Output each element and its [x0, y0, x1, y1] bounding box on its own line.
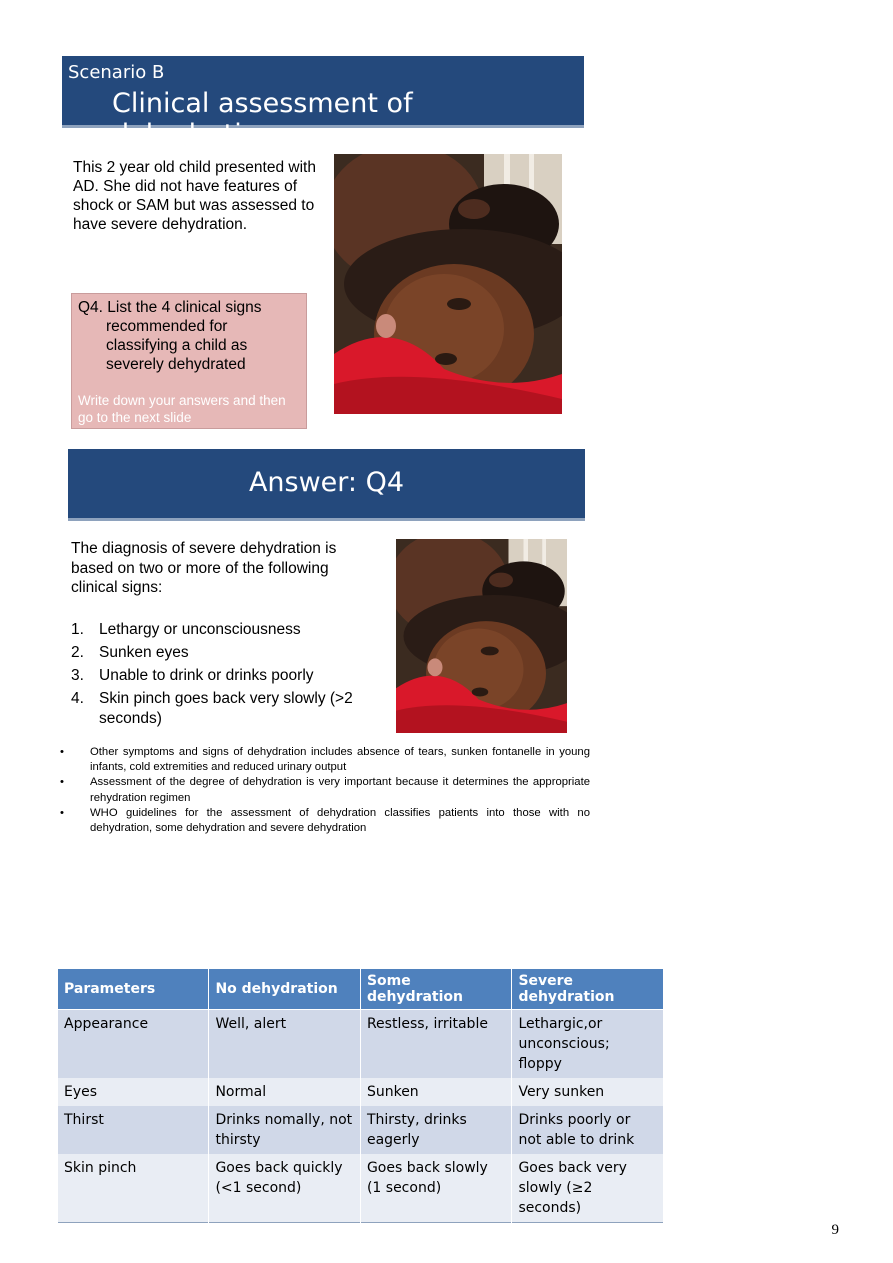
table-header-row: [58, 969, 664, 1010]
table-cell: Eyes: [58, 1078, 209, 1106]
table-cell: Skin pinch: [58, 1154, 209, 1223]
question-box: [71, 293, 307, 429]
bullet-icon: •: [60, 776, 64, 789]
table-cell: Normal: [209, 1078, 361, 1106]
page-number: 9: [831, 1222, 839, 1238]
slide2-title-banner: [68, 449, 585, 521]
slide1-title: Clinical assessment of dehydration: [112, 88, 413, 150]
bullet-icon: •: [60, 746, 64, 758]
answer-intro: The diagnosis of severe dehydration is based on two or more of the following clinical signs:: [71, 540, 337, 596]
table-cell: Sunken: [360, 1078, 512, 1106]
child-photo: [334, 154, 562, 414]
table-cell: Goes back slowly (1 second): [360, 1154, 512, 1223]
table-row: [58, 1010, 664, 1079]
slide2-title: Answer: Q4: [248, 467, 405, 498]
list-item: 4. Skin pinch goes back very slowly (>2 seconds): [71, 690, 353, 727]
table-cell: Drinks nomally, not thirsty: [209, 1106, 361, 1154]
list-item: 1. Lethargy or unconsciousness: [71, 621, 301, 638]
child-photo-answer: [396, 539, 567, 733]
bullet-icon: •: [60, 806, 64, 819]
question-text: [78, 298, 302, 374]
question-continuation: recommended for classifying a child as severely dehydrated: [106, 318, 248, 373]
table-row: [58, 1154, 664, 1223]
column-header: Severe dehydration: [512, 969, 664, 1010]
table-row: [58, 1078, 664, 1106]
list-item: • WHO guidelines for the assessment of dehydration classifies patients into those with no dehydration, some dehydration and severe dehydration: [60, 806, 590, 835]
table-cell: Goes back very slowly (≥2 seconds): [512, 1154, 664, 1223]
slide1-title-banner: [62, 56, 584, 150]
dehydration-classification-table: [58, 969, 664, 1223]
table-cell: Well, alert: [209, 1010, 361, 1079]
notes-bullet-list: [60, 745, 590, 836]
table-cell: Lethargic,or unconscious; floppy: [512, 1010, 664, 1079]
table-cell: Restless, irritable: [360, 1010, 512, 1079]
column-header: Some dehydration: [360, 969, 512, 1010]
list-item: • Other symptoms and signs of dehydration includes absence of tears, sunken fontanelle in young infants, cold extremities and reduced urinary output: [60, 746, 590, 774]
clinical-signs-list: [71, 620, 381, 732]
question-label: Q4. List the 4 clinical signs: [78, 299, 262, 316]
column-header: Parameters: [58, 969, 209, 1010]
table-cell: Appearance: [58, 1010, 209, 1079]
table-cell: Thirst: [58, 1106, 209, 1154]
question-hint: Write down your answers and then go to the next slide: [78, 393, 286, 425]
table-cell: Goes back quickly (<1 second): [209, 1154, 361, 1223]
table-cell: Drinks poorly or not able to drink: [512, 1106, 664, 1154]
list-item: 2. Sunken eyes: [71, 644, 189, 661]
column-header: No dehydration: [209, 969, 361, 1010]
scenario-label: Scenario B: [68, 62, 165, 83]
table-cell: Very sunken: [512, 1078, 664, 1106]
list-item: 3. Unable to drink or drinks poorly: [71, 667, 314, 684]
table-row: [58, 1106, 664, 1154]
table-cell: Thirsty, drinks eagerly: [360, 1106, 512, 1154]
list-item: • Assessment of the degree of dehydration is very important because it determines the appropriate rehydration regimen: [60, 776, 590, 804]
case-description: This 2 year old child presented with AD. She did not have features of shock or SAM but was assessed to have severe dehydration.: [73, 159, 316, 233]
